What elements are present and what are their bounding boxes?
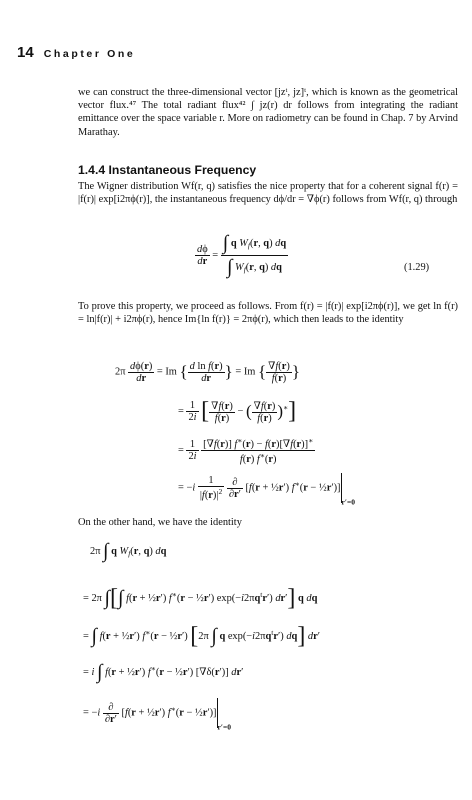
equation-second-line-1: 2π ∫ q $W_f(r$, q) dq bbox=[90, 540, 167, 562]
page-number: 14 bbox=[17, 44, 34, 61]
paragraph-proof-intro: To prove this property, we proceed as follows. From f(r) = |f(r)| exp[i2πϕ(r)], we get ln f(r) = ln|f(r)| + i2πϕ(r), hence Im{ln f(r)} = 2πϕ(r), which then leads to the identity bbox=[78, 301, 458, 326]
section-heading: 1.4.4 Instantaneous Frequency bbox=[78, 163, 257, 177]
equation-identity-line-4: = −i $\frac{1}{|f(r)|^2}$ $\frac{\partial}{\partial r'}$ [f(r + ½r′) $f^∗(r - \frac{1}{2}r')]_{r'=0}$ bbox=[178, 475, 355, 507]
equation-second-line-5: = −i $\frac{\partial}{\partial r'}$ [f(r + ½r′) $f^∗(r - \frac{1}{2}r')]_{r'=0}$ bbox=[83, 698, 231, 731]
equation-second-line-4: = i ∫ f(r + ½r′) f∗(r − ½r′) [∇δ(r′)] dr′ bbox=[83, 661, 244, 683]
equation-identity-line-3: = $\frac{1}{2i}$ $\frac{[\nabla f(r)] f^∗(r) - f(r)[\nabla f(r)]^∗}{f(r) f^∗(r)}$ bbox=[178, 436, 314, 465]
equation-second-line-3: = ∫ f(r + ½r′) f∗(r − ½r′) [2π ∫ q $\exp(-i2\pi q^tr')$ dq] dr′ bbox=[83, 623, 321, 649]
equation-identity-line-1: 2π $\frac{d\phi(r)}{dr}$ = Im { $\frac{\text{d ln f(r)}}{dr}$ } = Im { $\frac{\nabla f(r)}{f(r)}$ } bbox=[115, 360, 301, 384]
running-header bbox=[17, 44, 135, 62]
paragraph-geometrical-flux: we can construct the three-dimensional vector [jzᵗ, jz]ᵗ, which is known as the geometrical vector flux.⁴⁷ The total radiant flux⁴² ∫ jz(r) dr follows from integrating the radiant emittance over the space variable r. More on radiometry can be found in Chap. 7 by Arvind Marathay. bbox=[78, 87, 458, 138]
equation-1-29: $\frac{d\phi}{dr}$ = $\frac{\int q W_f(r, q) dq}{\int W_f(r, q) dq}$ bbox=[197, 232, 287, 278]
equation-identity-line-2: = $\frac{1}{2i}$ [ $\frac{\nabla f(r)}{f(r)}$ − ( $\frac{\nabla f(r)}{f(r)}$ )∗] bbox=[178, 398, 297, 424]
paragraph-wigner-property: The Wigner distribution Wf(r, q) satisfies the nice property that for a coherent signal f(r) = |f(r)| exp[i2πϕ(r)], the instantaneous frequency dϕ/dr = ∇ϕ(r) follows from Wf(r, q) through bbox=[78, 181, 458, 206]
equation-second-line-2: = 2π ∫[∫ f(r + ½r′) f∗(r − ½r′) $\exp(-i2\pi q^tr')$ dr′] q dq bbox=[83, 585, 318, 611]
chapter-title: Chapter One bbox=[43, 48, 136, 60]
paragraph-other-identity: On the other hand, we have the identity bbox=[78, 517, 242, 528]
equation-number: (1.29) bbox=[404, 262, 430, 273]
